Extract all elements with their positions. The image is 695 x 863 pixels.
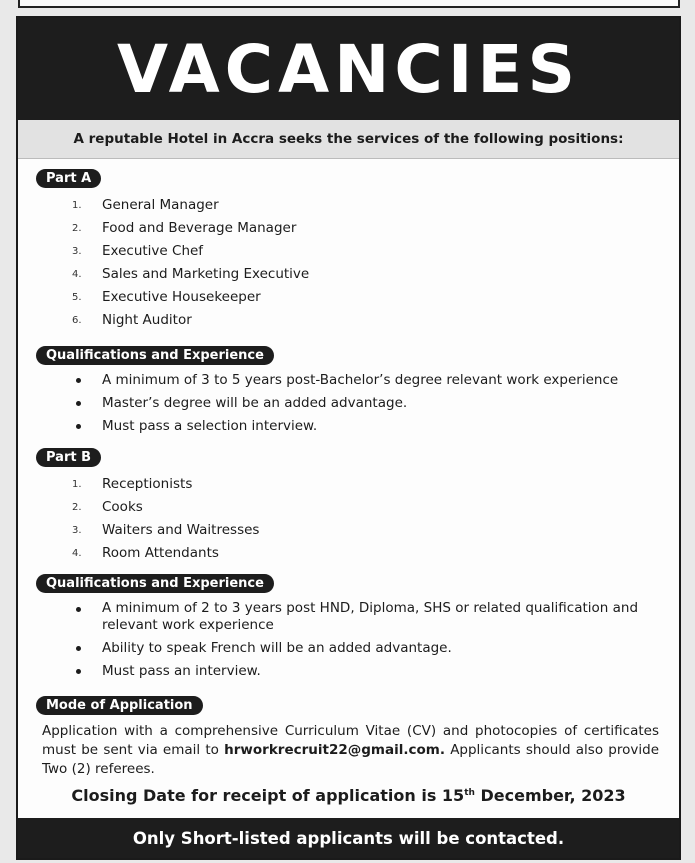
position-title: Receptionists [102,476,193,492]
bullet-icon [76,607,81,612]
list-number: 1. [72,200,82,211]
part-a-qualifications [18,369,672,438]
intro-text: A reputable Hotel in Accra seeks the services of the following positions: [18,120,679,159]
list-item: A minimum of 3 to 5 years post-Bachelor’s degree relevant work experience [18,369,672,392]
list-item [18,496,662,519]
bullet-icon [76,401,81,406]
footer-notice: Only Short-listed applicants will be contacted. [18,818,679,858]
previous-ad-frame [18,0,680,8]
list-number: 2. [72,223,82,234]
bullet-icon [76,646,81,651]
position-title: General Manager [102,197,219,213]
list-item [18,542,662,565]
contact-email: hrworkrecruit22@gmail.com. [224,742,445,758]
position-title: Room Attendants [102,545,219,561]
application-label: Mode of Application [36,696,203,715]
bullet-icon [76,424,81,429]
list-item [18,309,662,332]
part-a-positions [18,194,662,332]
list-item [18,217,662,240]
list-number: 6. [72,315,82,326]
part-b-positions [18,473,662,565]
position-title: Executive Housekeeper [102,289,261,305]
part-a-qualifications-label: Qualifications and Experience [36,346,274,365]
list-number: 2. [72,502,82,513]
position-title: Waiters and Waitresses [102,522,260,538]
position-title: Night Auditor [102,312,192,328]
part-b-qualifications-label: Qualifications and Experience [36,574,274,593]
list-item: A minimum of 2 to 3 years post HND, Diploma, SHS or related qualification and relevant work experience [18,597,672,637]
closing-date: Closing Date for receipt of application is 15th December, 2023 [71,786,626,805]
page-title: VACANCIES [18,18,679,120]
vacancy-advertisement [16,16,681,860]
list-item [18,519,662,542]
list-item: Master’s degree will be an added advantage. [18,392,672,415]
part-b-qualifications [18,597,672,683]
list-item [18,473,662,496]
application-instructions: Application with a comprehensive Curriculum Vitae (CV) and photocopies of certificates must be sent via email to hrworkrecruit22@gmail.com. Applicants should also provide Two (2) referees. [42,723,660,777]
part-a-label: Part A [36,169,101,188]
list-item: Must pass a selection interview. [18,415,672,438]
list-item [18,194,662,217]
position-title: Cooks [102,499,143,515]
bullet-icon [76,669,81,674]
list-number: 4. [72,548,82,559]
list-number: 5. [72,292,82,303]
list-item [18,263,662,286]
bullet-icon [76,378,81,383]
list-number: 3. [72,525,82,536]
list-number: 3. [72,246,82,257]
list-item [18,286,662,309]
list-item: Must pass an interview. [18,660,672,683]
list-item [18,240,662,263]
position-title: Sales and Marketing Executive [102,266,310,282]
list-item: Ability to speak French will be an added advantage. [18,637,672,660]
position-title: Executive Chef [102,243,204,259]
part-b-label: Part B [36,448,101,467]
list-number: 4. [72,269,82,280]
position-title: Food and Beverage Manager [102,220,297,236]
list-number: 1. [72,479,82,490]
